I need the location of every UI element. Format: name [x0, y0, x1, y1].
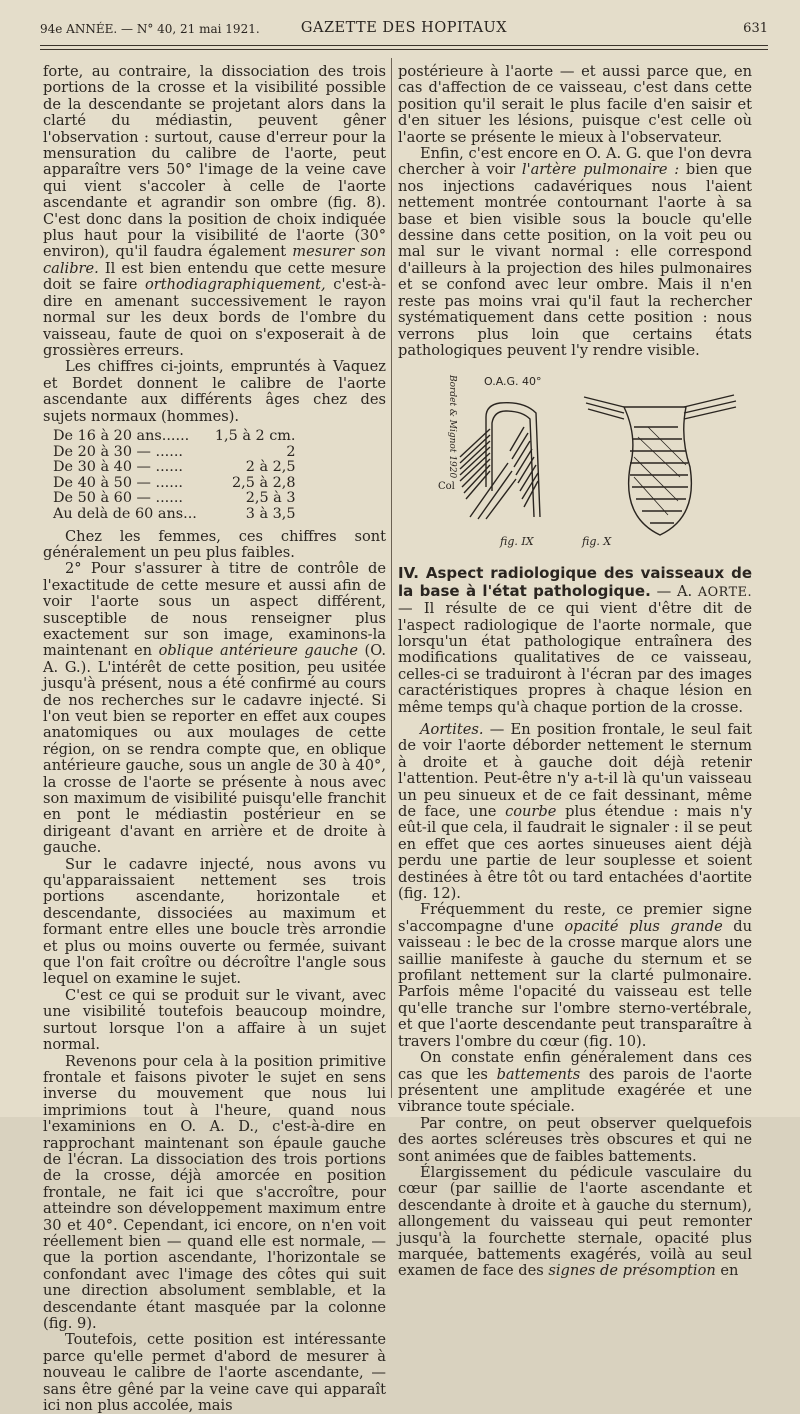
aorta-calibre-table	[53, 429, 300, 523]
calibre-cell: 2,5 à 3	[245, 490, 296, 507]
section-heading: IV. Aspect radiologique des vaisseaux de la base à l'état pathologique.	[398, 564, 752, 600]
fig-9-caption: fig. IX	[500, 535, 534, 549]
paragraph: postérieure à l'aorte — et aussi parce que, en cas d'affection de ce vaisseau, c'est dans cette position qu'il serait le plus facile d'en saisir et d'en situer les lésions, puisque c'est celle où l'aorte se présente le mieux à l'observateur.	[398, 63, 752, 146]
calibre-cell: 1,5 à 2 cm.	[214, 427, 296, 444]
table-row	[53, 476, 300, 492]
table-row	[53, 460, 300, 476]
age-cell: Au delà de 60 ans...	[53, 505, 197, 522]
fig-label-top: O.A.G. 40°	[484, 375, 542, 389]
paragraph: Aortites. — En position frontale, le seul fait de voir l'aorte déborder nettement le sternum à droite et à gauche doit déjà retenir l'attention. Peut-être n'y a-t-il là qu'un vaisseau un peu sinueux et de ce fait dessinant, même de face, une courbe plus étendue : mais n'y eût-il que cela, il faudrait le signaler : il se peut en effet que ces aortes sinueuses aient déjà perdu une partie de leur souplesse et soient destinées à être tôt ou tard entachées d'aortite (fig. 12).	[398, 720, 753, 903]
paragraph: 2° Pour s'assurer à titre de contrôle de l'exactitude de cette mesure et aussi afin de voir l'aorte sous un aspect différent, susceptible de nous renseigner plus exactement sur son image, examinons-la maintenant en oblique antérieure gauche (O. A. G.). L'intérêt de cette position, peu usitée jusqu'à présent, nous a été confirmé au cours de nos recherches sur le cadavre injecté. Si l'on veut bien se reporter en effet aux coupes anatomiques ou aux moulages de cette région, on se rendra compte que, en oblique antérieure gauche, sous un angle de 30 à 40°, la crosse de l'aorte se présente à nous avec son maximum de visibilité puisqu'elle franchit en pont le médiastin postérieur en se dirigeant d'avant en arrière et de droite à gauche.	[43, 560, 386, 857]
age-cell: De 50 à 60 — ......	[53, 490, 183, 507]
journal-title: GAZETTE DES HOPITAUX	[300, 20, 508, 36]
paragraph: On constate enfin généralement dans ces cas que les battements des parois de l'aorte présentent une amplitude exagérée et une vibrance toute spéciale.	[398, 1049, 753, 1116]
calibre-cell: 2 à 2,5	[245, 459, 296, 476]
fig-10-sketch	[584, 395, 736, 535]
calibre-cell: 2,5 à 2,8	[231, 474, 296, 491]
paragraph: Enfin, c'est encore en O. A. G. que l'on devra chercher à voir l'artère pulmonaire : bien que nos injections cadavériques nous l'aient nettement montrée contournant l'aorte à sa base et bien visible sous la boucle qu'elle dessine dans cette position, on la voit peu ou mal sur le vivant normal : elle correspond d'ailleurs à la projection des hiles pulmonaires et se confond avec leur ombre. Mais il n'en reste pas moins vrai qu'il faut la rechercher systématiquement dans cette position : nous verrons plus loin que certains états pathologiques peuvent l'y rendre visible.	[398, 145, 752, 359]
right-column	[398, 64, 752, 1280]
calibre-cell: 2	[286, 443, 296, 460]
figure-drawing	[398, 367, 752, 557]
paragraph: Toutefois, cette position est intéressante parce qu'elle permet d'abord de mesurer à nouveau le calibre de l'aorte ascendante, — sans être gêné par la veine cave qui apparaît ici non plus accolée, mais	[43, 1331, 386, 1414]
paragraph: Par contre, on peut observer quelquefois des aortes scléreuses très obscures et qui ne sont animées que de faibles battements.	[398, 1114, 752, 1165]
running-header	[40, 20, 768, 42]
age-cell: De 30 à 40 — ......	[53, 459, 183, 476]
left-column	[43, 64, 386, 1414]
fig-10-caption: fig. X	[582, 535, 612, 549]
page-number: 631	[743, 21, 768, 36]
figure-sketches	[398, 367, 752, 557]
age-cell: De 16 à 20 ans......	[53, 427, 190, 444]
column-divider	[391, 58, 392, 1098]
table-row	[53, 507, 300, 523]
table-row	[53, 429, 300, 445]
age-cell: De 20 à 30 — ......	[53, 443, 183, 460]
header-rule	[40, 45, 768, 46]
subsection-heading: AORTE.	[697, 584, 753, 600]
paragraph: C'est ce qui se produit sur le vivant, avec une visibilité toutefois beaucoup moindre, surtout lorsque l'on a affaire à un sujet normal.	[43, 986, 386, 1054]
header-rule-2	[40, 49, 768, 50]
fig-label-side: Bordet & Mignot 1920	[447, 375, 457, 479]
paragraph: Fréquemment du reste, ce premier signe s'accompagne d'une opacité plus grande du vaisseau : le bec de la crosse marque alors une saillie manifeste à gauche du sternum et se profilant nettement sur la clarté pulmonaire. Parfois même l'opacité du vaisseau est telle qu'elle tranche sur l'ombre sterno-vertébrale, et que l'aorte descendante peut transparaître à travers l'ombre du cœur (fig. 10).	[398, 901, 752, 1050]
fig-9-sketch	[460, 403, 540, 519]
table-row	[53, 445, 300, 461]
paragraph: Les chiffres ci-joints, empruntés à Vaquez et Bordet donnent le calibre de l'aorte ascendante aux différents âges chez des sujets normaux (hommes).	[43, 358, 386, 425]
paragraph: Chez les femmes, ces chiffres sont généralement un peu plus faibles.	[43, 527, 386, 561]
paragraph: Revenons pour cela à la position primitive frontale et faisons pivoter le sujet en sens inverse du mouvement que nous lui imprimions tout à l'heure, quand nous l'examinions en O. A. D., c'est-à-dire en rapprochant maintenant son épaule gauche de l'écran. La dissociation des trois portions de la crosse, déjà amorcée en position frontale, ne fait ici que s'accroître, pour atteindre son développement maximum entre 30 et 40°. Cependant, ici encore, on n'en voit réellement bien — quand elle est normale, — que la portion ascendante, l'horizontale se confondant avec l'image des côtes qui suit une direction absolument semblable, et la descendante étant masquée par la colonne (fig. 9).	[43, 1052, 386, 1332]
paragraph: forte, au contraire, la dissociation des trois portions de la crosse et la visibilité possible de la descendante se projetant alors dans la clarté du médiastin, peuvent gêner l'observation : surtout, cause d'erreur pour la mensuration du calibre de l'aorte, peut apparaître vers 50° l'image de la veine cave qui vient s'accoler à celle de l'aorte ascendante et agrandir son ombre (fig. 8). C'est donc dans la position de choix indiquée plus haut pour la visibilité de l'aorte (30° environ), qu'il faudra également mesurer son calibre. Il est bien entendu que cette mesure doit se faire orthodiagraphiquement, c'est-à-dire en amenant successivement le rayon normal sur les deux bords de l'ombre du vaisseau, faute de quoi on s'exposerait à de grossières erreurs.	[43, 63, 387, 359]
paragraph: Sur le cadavre injecté, nous avons vu qu'apparaissaient nettement ses trois portions ascendante, horizontale et descendante, dissociées au maximum et formant entre elles une boucle très arrondie et plus ou moins ouverte ou fermée, suivant que l'on fait croître ou décroître l'angle sous lequel on examine le sujet.	[43, 855, 386, 988]
fig-label-left: Col	[438, 481, 455, 493]
paragraph: Élargissement du pédicule vasculaire du cœur (par saillie de l'aorte ascendante et descendante à droite et à gauche du sternum), allongement du vaisseau qui peut remonter jusqu'à la fourchette sternale, opacité plus marquée, battements exagérés, voilà au seul examen de face des signes de présomption en	[398, 1163, 752, 1280]
calibre-cell: 3 à 3,5	[245, 505, 296, 522]
age-cell: De 40 à 50 — ......	[53, 474, 183, 491]
table-row	[53, 491, 300, 507]
paragraph: IV. Aspect radiologique des vaisseaux de la base à l'état pathologique. — A. AORTE. — Il résulte de ce qui vient d'être dit de l'aspect radiologique de l'aorte normale, que lorsqu'un état pathologique entraînera des modifications qualitatives de ce vaisseau, celles-ci se traduiront à l'écran par des images caractéristiques propres à chaque lésion en même temps qu'à chaque portion de la crosse.	[398, 564, 753, 716]
issue-line: 94e ANNÉE. — N° 40, 21 mai 1921.	[40, 22, 260, 36]
